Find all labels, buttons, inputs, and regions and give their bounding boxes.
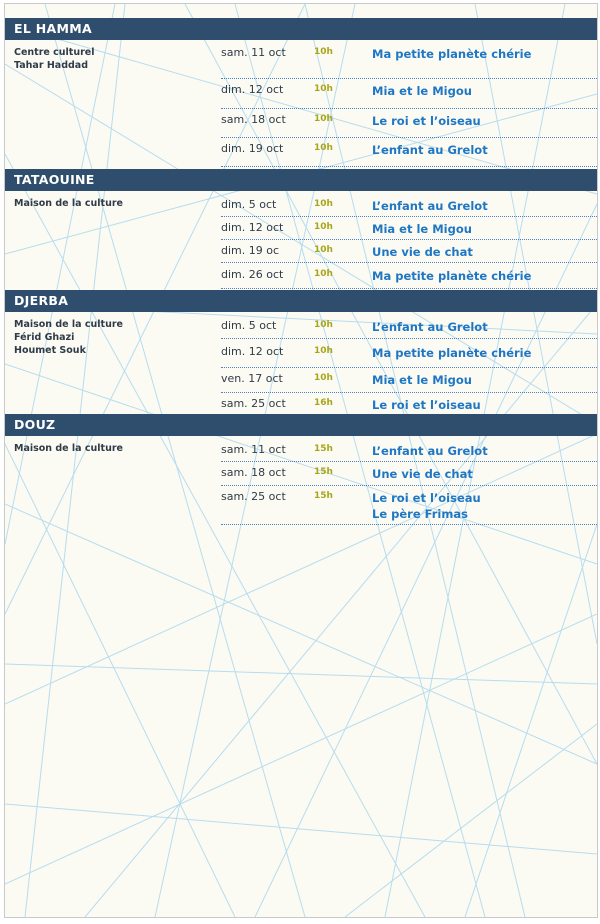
screening-date: dim. 5 oct: [221, 198, 277, 211]
film-title: Ma petite planète chérie: [372, 269, 532, 283]
film-title: Mia et le Migou: [372, 222, 472, 236]
screening-time: 10h: [314, 84, 333, 94]
city-header: DJERBA: [5, 290, 597, 312]
screening-date: dim. 12 oct: [221, 221, 284, 234]
screening-films: [372, 268, 531, 284]
screening-date: dim. 19 oct: [221, 142, 284, 155]
screening-date: sam. 18 oct: [221, 466, 286, 479]
screening-row: [221, 244, 597, 263]
film-title: Le roi et l’oiseau: [372, 398, 481, 412]
screening-row: [221, 83, 597, 109]
film-title: Une vie de chat: [372, 467, 473, 481]
screening-time: 10h: [314, 222, 333, 232]
film-title: Le père Frimas: [372, 507, 468, 521]
screening-time: 10h: [314, 114, 333, 124]
screening-date: sam. 11 oct: [221, 443, 286, 456]
screening-date: dim. 26 oct: [221, 268, 284, 281]
screening-time: 16h: [314, 398, 333, 408]
screening-time: 10h: [314, 143, 333, 153]
screening-time: 10h: [314, 269, 333, 279]
screening-row: [221, 268, 597, 289]
film-title: Le roi et l’oiseau: [372, 114, 481, 128]
screening-row: [221, 345, 597, 368]
screening-date: sam. 11 oct: [221, 46, 286, 59]
screening-row: [221, 466, 597, 486]
screening-films: [372, 397, 481, 413]
venue-line: Centre culturel: [14, 47, 95, 58]
screening-films: [372, 46, 531, 62]
film-title: Mia et le Migou: [372, 84, 472, 98]
city-section-douz: [5, 414, 597, 534]
screening-films: [372, 372, 472, 388]
city-section-tataouine: [5, 169, 597, 289]
screening-films: [372, 142, 488, 158]
screening-films: [372, 345, 531, 361]
screening-row: [221, 490, 597, 525]
screening-time: 15h: [314, 467, 333, 477]
screening-time: 15h: [314, 444, 333, 454]
venue-line: Férid Ghazi: [14, 332, 75, 343]
film-title: L’enfant au Grelot: [372, 199, 488, 213]
screening-row: [221, 319, 597, 339]
screening-time: 10h: [314, 199, 333, 209]
screening-films: [372, 466, 473, 482]
screening-date: sam. 25 oct: [221, 490, 286, 503]
screening-time: 15h: [314, 491, 333, 501]
city-header: DOUZ: [5, 414, 597, 436]
screening-date: sam. 18 oct: [221, 113, 286, 126]
city-header: TATAOUINE: [5, 169, 597, 191]
film-title: Ma petite planète chérie: [372, 47, 532, 61]
screening-time: 10h: [314, 47, 333, 57]
screening-row: [221, 443, 597, 462]
film-title: Le roi et l’oiseau: [372, 491, 481, 505]
venue-line: Houmet Souk: [14, 345, 86, 356]
venue-line: Tahar Haddad: [14, 60, 89, 71]
film-title: Mia et le Migou: [372, 373, 472, 387]
film-title: Ma petite planète chérie: [372, 346, 532, 360]
screening-films: [372, 83, 472, 99]
screening-films: [372, 198, 488, 214]
screening-time: 10h: [314, 245, 333, 255]
venue: [14, 442, 123, 455]
venue-line: Maison de la culture: [14, 198, 123, 209]
film-title: L’enfant au Grelot: [372, 320, 488, 334]
screening-date: ven. 17 oct: [221, 372, 283, 385]
screening-row: [221, 113, 597, 138]
venue: [14, 318, 123, 357]
screening-date: dim. 19 oc: [221, 244, 280, 257]
film-title: Une vie de chat: [372, 245, 473, 259]
screening-time: 10h: [314, 320, 333, 330]
screening-films: [372, 319, 488, 335]
screening-time: 10h: [314, 346, 333, 356]
screening-films: [372, 221, 472, 237]
screening-row: [221, 142, 597, 167]
screening-date: dim. 12 oct: [221, 83, 284, 96]
screening-date: sam. 25 oct: [221, 397, 286, 410]
screening-row: [221, 46, 597, 79]
schedule-page: [4, 3, 598, 918]
venue-line: Maison de la culture: [14, 319, 123, 330]
film-title: L’enfant au Grelot: [372, 444, 488, 458]
film-title: L’enfant au Grelot: [372, 143, 488, 157]
screening-row: [221, 221, 597, 240]
screening-films: [372, 113, 481, 129]
city-section-djerba: [5, 290, 597, 415]
screening-row: [221, 372, 597, 393]
screening-films: [372, 443, 488, 459]
screening-row: [221, 198, 597, 217]
screening-films: [372, 490, 481, 522]
screening-time: 10h: [314, 373, 333, 383]
screening-films: [372, 244, 473, 260]
screening-date: dim. 12 oct: [221, 345, 284, 358]
venue: [14, 197, 123, 210]
city-header: EL HAMMA: [5, 18, 597, 40]
screening-date: dim. 5 oct: [221, 319, 277, 332]
city-section-el-hamma: [5, 18, 597, 170]
venue-line: Maison de la culture: [14, 443, 123, 454]
venue: [14, 46, 95, 72]
